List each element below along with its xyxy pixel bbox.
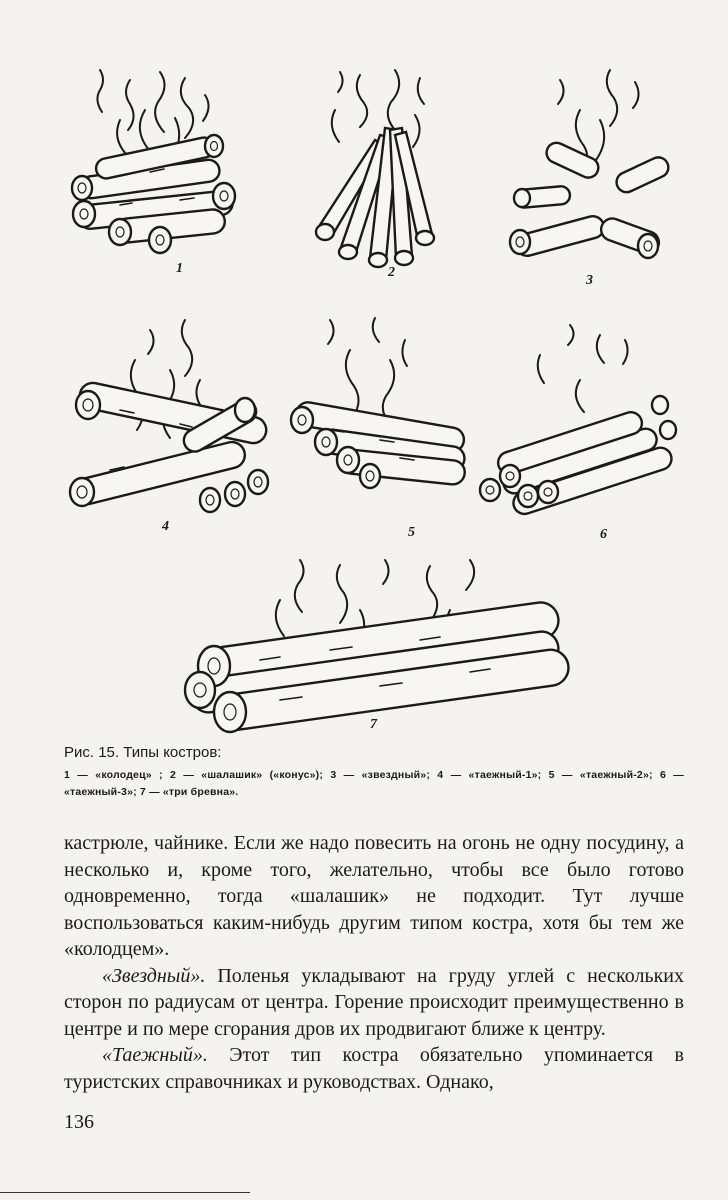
fire-2-cone-illustration: [316, 70, 434, 280]
fire-4-number: 4: [162, 519, 169, 534]
paragraph-1: кастрюле, чайнике. Если же надо повесить на огонь не одну посудину, а несколько и, кроме того, желательно, чтобы все было готово одновременно, тогда «шалашик» не подходит. Тут лучше воспользоваться каким-нибудь другим типом костра, хотя бы тем же «колодцем».: [64, 832, 684, 960]
fire-2-number: 2: [388, 265, 395, 280]
paragraph-3-text: Этот тип костра обязательно упоминается в туристских справочниках и руководствах. Однако,: [64, 1044, 684, 1093]
paragraph-2-text: Поленья укладывают на груду углей с нескольких сторон по радиусам от центра. Горение происходит преимущественно в центре и по мере сгорания дров их продвигают ближе к центру.: [64, 964, 684, 1040]
body-text: [64, 830, 684, 1095]
fire-5-taiga2-illustration: [291, 318, 466, 540]
figure-caption-legend: 1 — «колодец» ; 2 — «шалашик» («конус»); 3 — «звездный»; 4 — «таежный-1»; 5 — «таежный-2»; 6 — «таежный-3»; 7 — «три бревна».: [64, 769, 684, 798]
fire-7-three-logs-illustration: [185, 560, 571, 732]
fire-6-number: 6: [600, 527, 607, 542]
fire-6-taiga3-illustration: [480, 325, 676, 542]
fire-3-number: 3: [586, 273, 593, 288]
fire-7-number: 7: [370, 717, 377, 732]
fire-3-star-illustration: [510, 70, 672, 288]
fire-1-well-illustration: [72, 70, 235, 276]
term-taiga: «Таежный».: [102, 1044, 208, 1066]
term-star: «Звездный».: [102, 964, 206, 987]
paragraph-2: [64, 963, 684, 1043]
fire-5-number: 5: [408, 525, 415, 540]
bottom-rule: [0, 1192, 250, 1193]
page-number: 136: [64, 1111, 94, 1133]
fire-1-number: 1: [176, 261, 183, 276]
paragraph-3: [64, 1042, 684, 1095]
figure-caption-title: Рис. 15. Типы костров:: [64, 744, 222, 761]
fire-4-taiga1-illustration: [70, 320, 269, 534]
